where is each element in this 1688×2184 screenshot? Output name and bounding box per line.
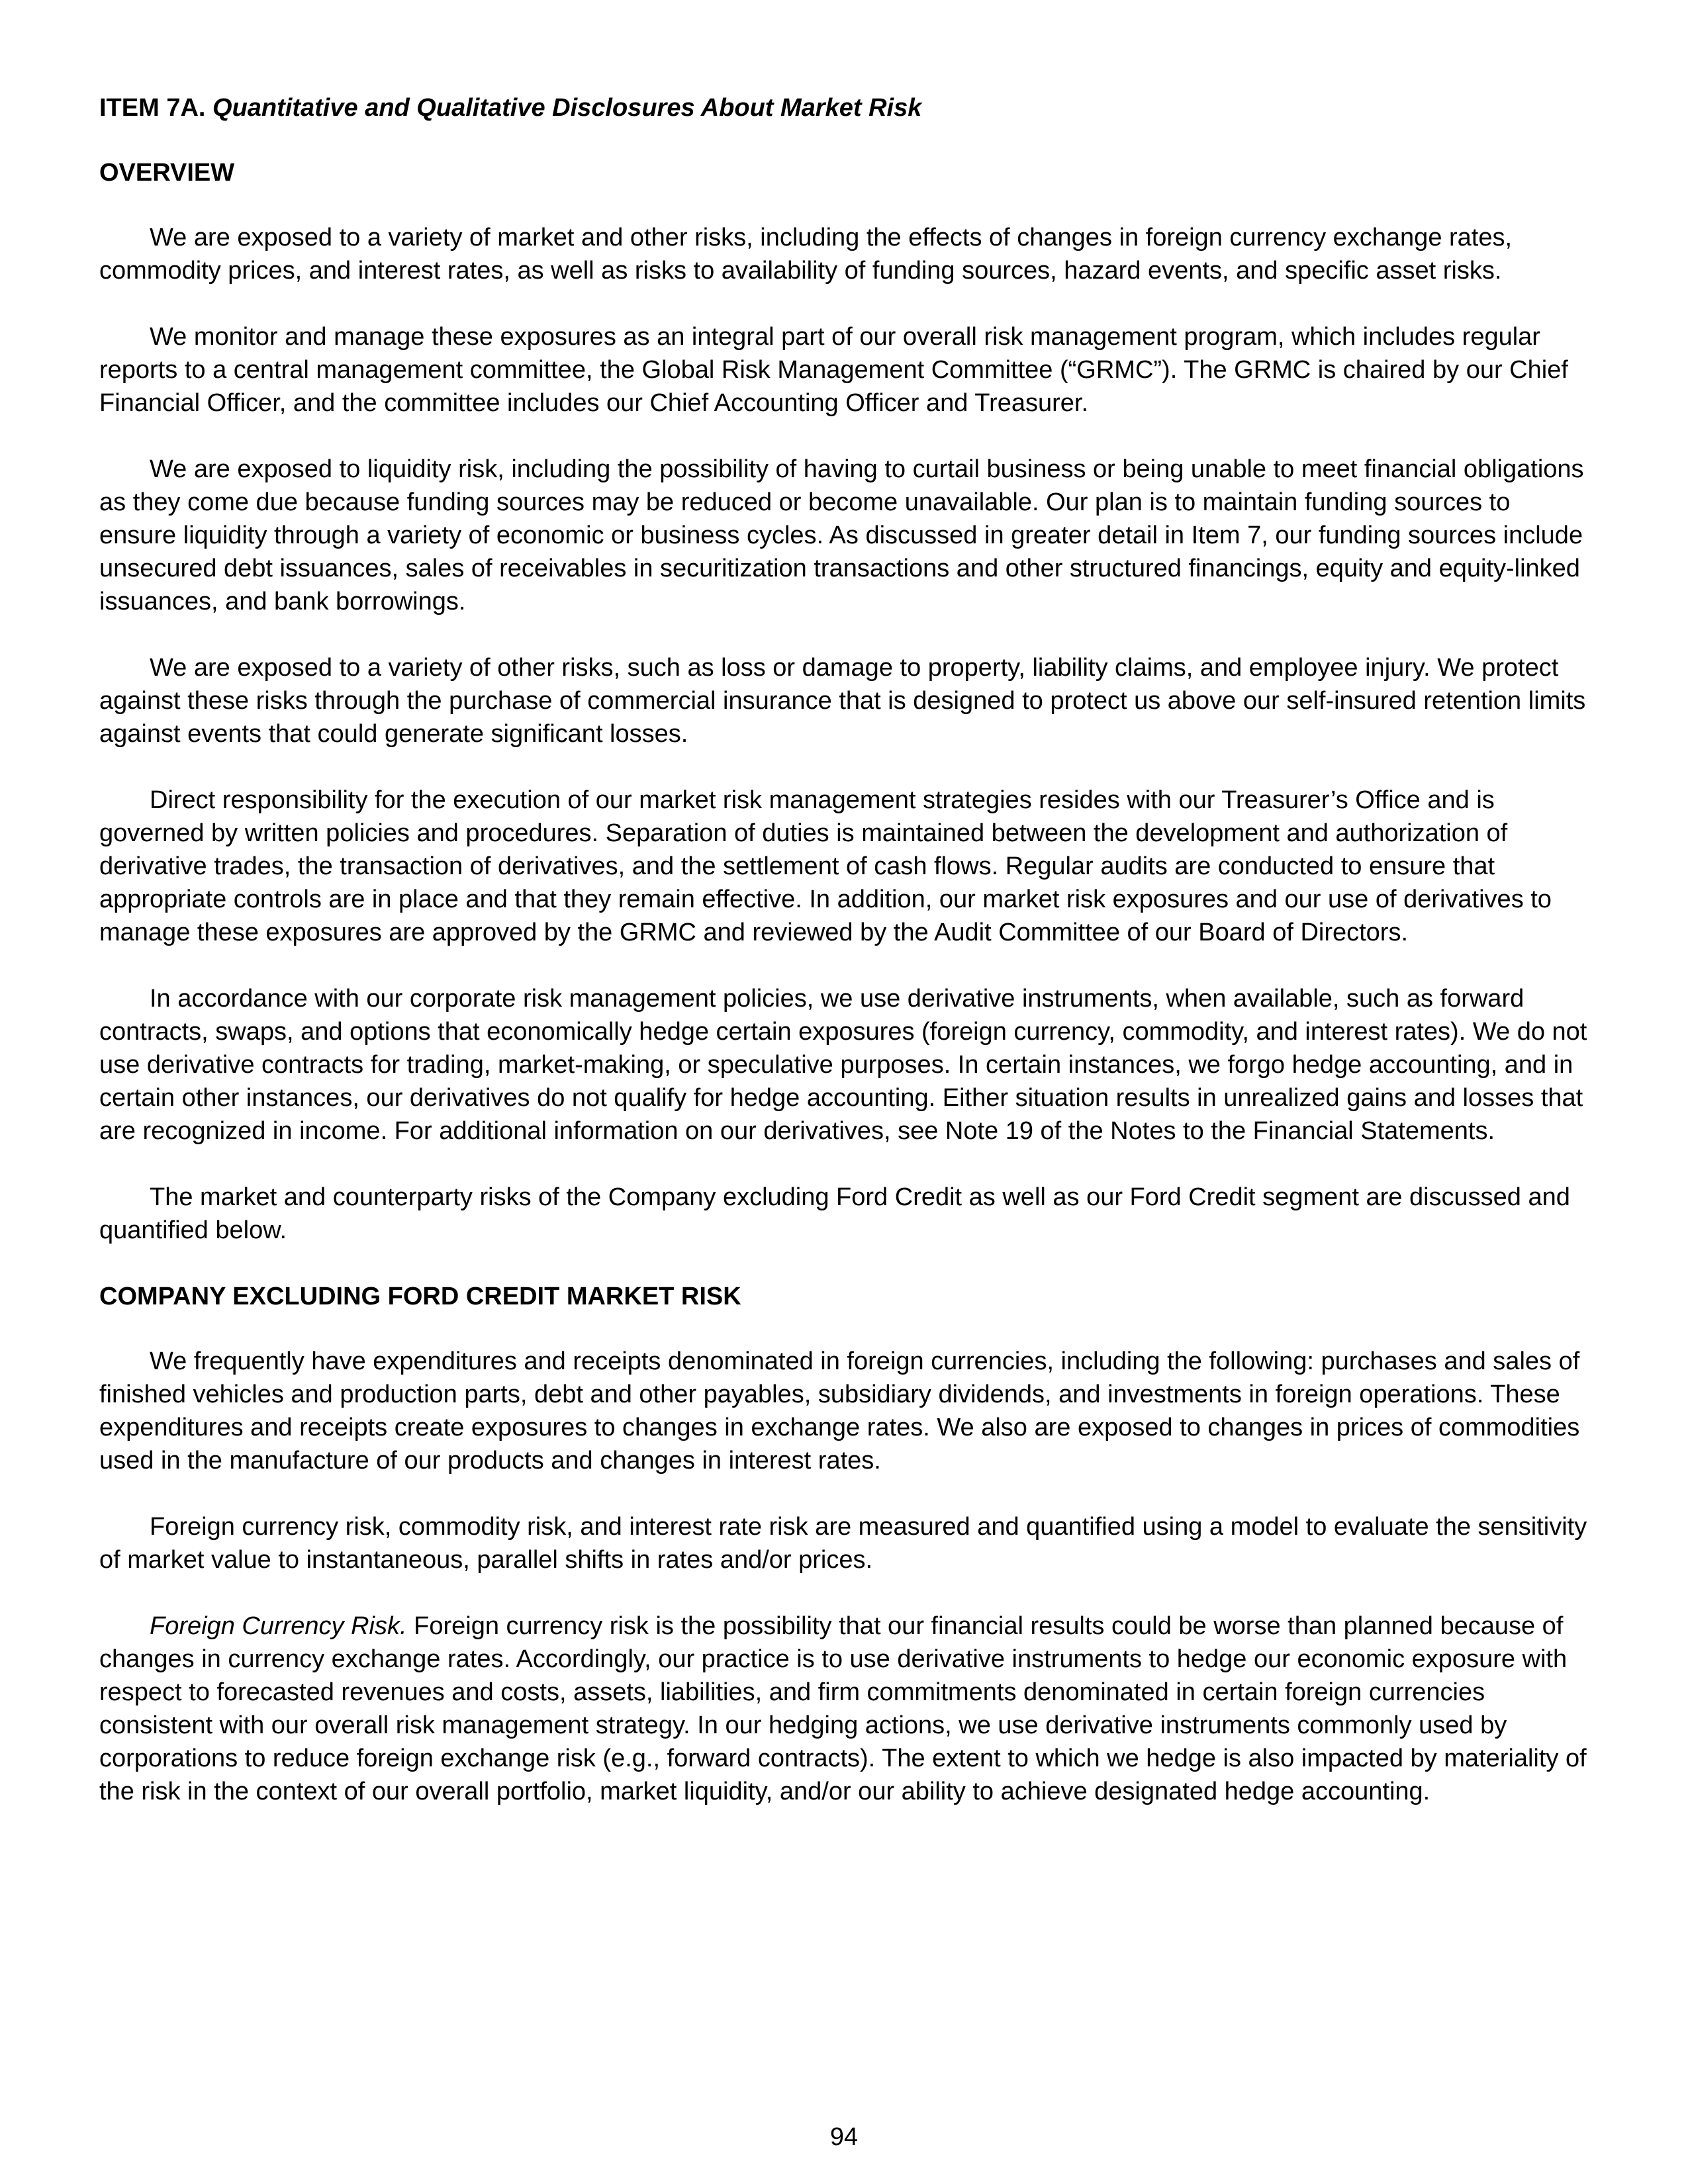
overview-paragraph-7: The market and counterparty risks of the Company excluding Ford Credit as well as our Ford Credit segment are discussed and quantified below. [99,1183,1570,1244]
page-number: 94 [829,2123,859,2151]
foreign-currency-risk-paragraph [99,1610,1589,1808]
overview-paragraph-4: We are exposed to a variety of other risks, such as loss or damage to property, liability claims, and employee injury. We protect against these risks through the purchase of commercial insurance that is designed to protect us above our self-insured retention limits against events that could generate significant losses. [99,654,1586,748]
overview-paragraph-5: Direct responsibility for the execution of our market risk management strategies resides with our Treasurer’s Office and is governed by written policies and procedures. Separation of duties is maintained between the development and authorization of derivative trades, the transaction of derivatives, and the settlement of cash flows. Regular audits are conducted to ensure that appropriate controls are in place and that they remain effective. In addition, our market risk exposures and our use of derivatives to manage these exposures are approved by the GRMC and reviewed by the Audit Committee of our Board of Directors. [99,786,1552,946]
item-title: Quantitative and Qualitative Disclosures About Market Risk [212,94,922,122]
item-heading [99,91,1589,124]
company-paragraph-1: We frequently have expenditures and receipts denominated in foreign currencies, including the following: purchases and sales of finished vehicles and production parts, debt and other payables, subsidiary dividends, and investments in foreign operations. These expenditures and receipts create exposures to changes in exchange rates. We also are exposed to changes in prices of commodities used in the manufacture of our products and changes in interest rates. [99,1347,1580,1475]
item-number: ITEM 7A. [99,94,206,122]
overview-paragraph-2: We monitor and manage these exposures as an integral part of our overall risk management program, which includes regular reports to a central management committee, the Global Risk Management Committee (“GRMC”). The GRMC is chaired by our Chief Financial Officer, and the committee includes our Chief Accounting Officer and Treasurer. [99,323,1568,417]
document-page [99,91,1589,1841]
foreign-currency-risk-lead-in: Foreign Currency Risk. [150,1612,407,1640]
overview-paragraph-3: We are exposed to liquidity risk, including the possibility of having to curtail business or being unable to meet financial obligations as they come due because funding sources may be reduced or become unavailable. Our plan is to maintain funding sources to ensure liquidity through a variety of economic or business cycles. As discussed in greater detail in Item 7, our funding sources include unsecured debt issuances, sales of receivables in securitization transactions and other structured financings, equity and equity-linked issuances, and bank borrowings. [99,455,1584,615]
foreign-currency-risk-text: Foreign currency risk is the possibility that our financial results could be worse than planned because of changes in currency exchange rates. Accordingly, our practice is to use derivative instruments to hedge our economic exposure with respect to forecasted revenues and costs, assets, liabilities, and firm commitments denominated in certain foreign currencies consistent with our overall risk management strategy. In our hedging actions, we use derivative instruments commonly used by corporations to reduce foreign exchange risk (e.g., forward contracts). The extent to which we hedge is also impacted by materiality of the risk in the context of our overall portfolio, market liquidity, and/or our ability to achieve designated hedge accounting. [99,1612,1587,1805]
company-paragraph-2: Foreign currency risk, commodity risk, and interest rate risk are measured and quantified using a model to evaluate the sensitivity of market value to instantaneous, parallel shifts in rates and/or prices. [99,1513,1587,1574]
overview-paragraph-6: In accordance with our corporate risk management policies, we use derivative instruments, when available, such as forward contracts, swaps, and options that economically hedge certain exposures (foreign currency, commodity, and interest rates). We do not use derivative contracts for trading, market-making, or speculative purposes. In certain instances, we forgo hedge accounting, and in certain other instances, our derivatives do not qualify for hedge accounting. Either situation results in unrealized gains and losses that are recognized in income. For additional information on our derivatives, see Note 19 of the Notes to the Financial Statements. [99,985,1587,1145]
overview-heading: OVERVIEW [99,159,235,187]
company-excluding-ford-credit-heading: COMPANY EXCLUDING FORD CREDIT MARKET RISK [99,1283,741,1310]
overview-paragraph-1: We are exposed to a variety of market and other risks, including the effects of changes in foreign currency exchange rates, commodity prices, and interest rates, as well as risks to availability of funding sources, hazard events, and specific asset risks. [99,224,1513,285]
